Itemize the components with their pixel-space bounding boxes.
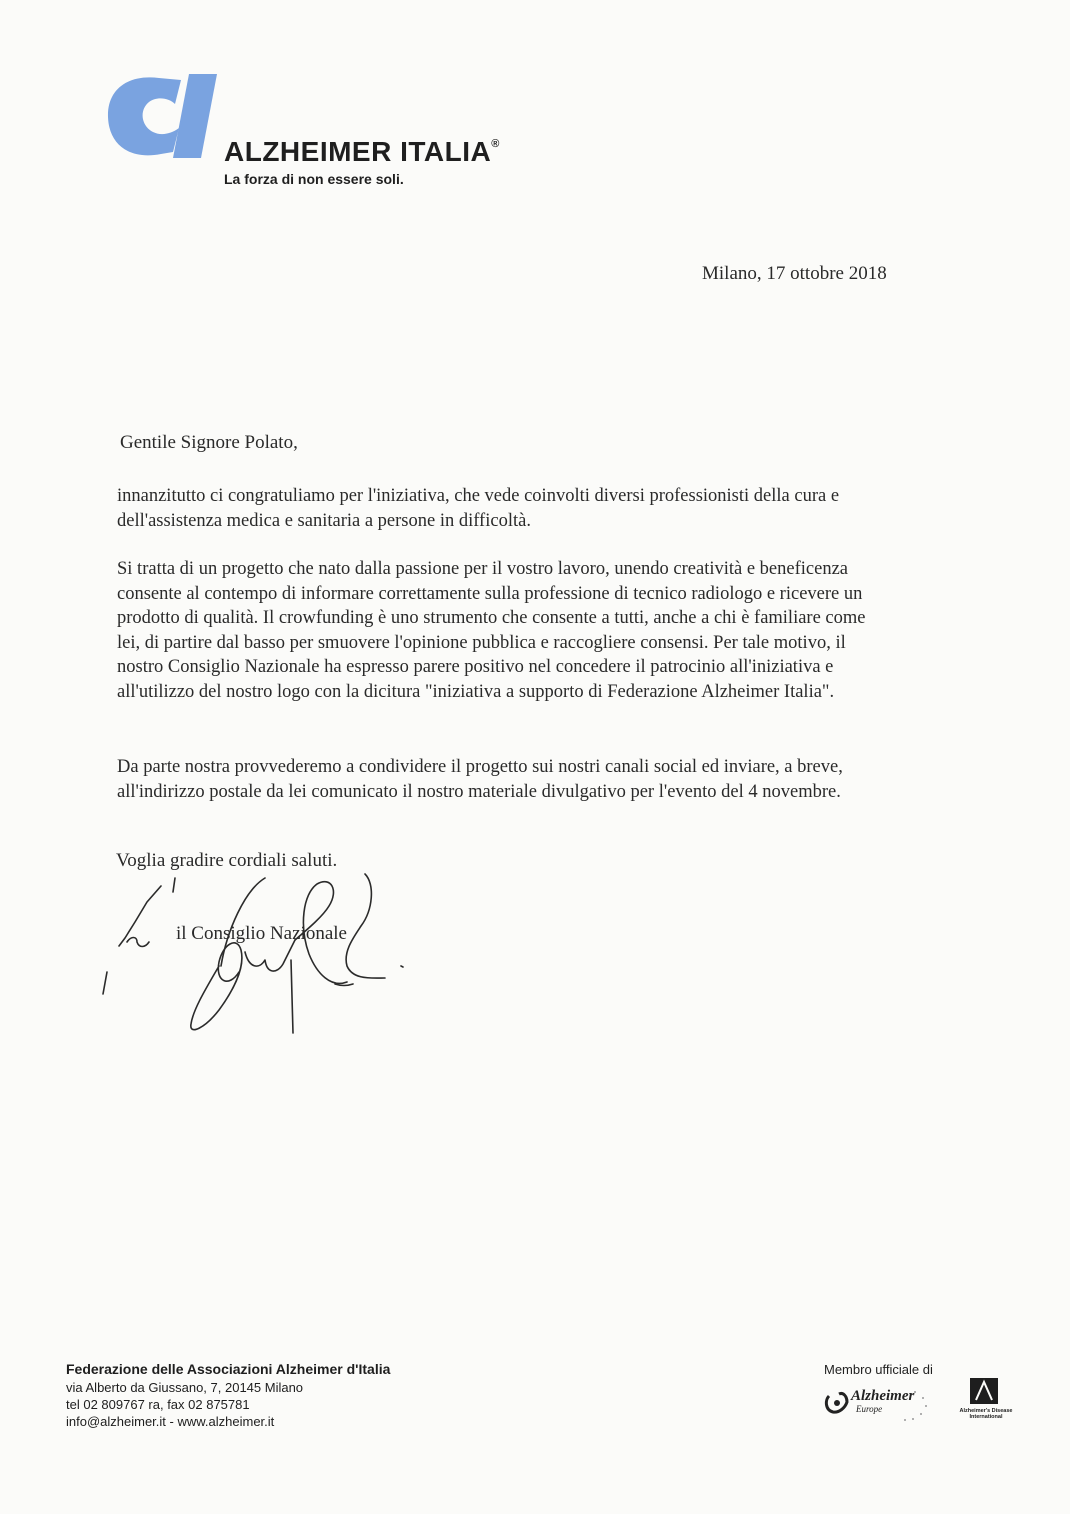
closing: Voglia gradire cordiali saluti. (116, 850, 338, 871)
alzheimer-europe-name: Alzheimer (851, 1388, 915, 1404)
salutation: Gentile Signore Polato, (120, 432, 298, 453)
adi-logo-icon (968, 1376, 1000, 1406)
paragraph-social: Da parte nostra provvederemo a condividere il progetto sui nostri canali social ed inviare, a breve, all'indirizzo postale da lei comunicato il nostro materiale divulgativo per l'evento del 4 novembre. (117, 757, 843, 802)
footer-organization: Federazione delle Associazioni Alzheimer d'Italia (66, 1361, 391, 1377)
footer-web-email: info@alzheimer.it - www.alzheimer.it (66, 1414, 275, 1429)
footer-address: via Alberto da Giussano, 7, 20145 Milano (66, 1380, 304, 1395)
signatory: il Consiglio Nazionale (176, 923, 347, 944)
letter-date: Milano, 17 ottobre 2018 (702, 263, 887, 284)
brand-name: ALZHEIMER ITALIA® (224, 136, 500, 167)
brand-tagline: La forza di non essere soli. (224, 171, 404, 187)
paragraph-project: Si tratta di un progetto che nato dalla passione per il vostro lavoro, unendo creatività e beneficenza consente al contempo di informare correttamente sulla professione di tecnico radiologo e ricevere un prodotto di qualità. Il crowfunding è uno strumento che consente a tutti, anche a chi è familiare come lei, di partire dal basso per smuovere l'opinione pubblica e raccogliere consensi. Per tale motivo, il nostro Consiglio Nazionale ha espresso parere positivo nel concedere il patrocinio all'iniziativa e all'utilizzo del nostro logo con la dicitura "iniziativa a supporto di Federazione Alzheimer Italia". (117, 559, 866, 702)
alzheimer-europe-sub: Europe (856, 1404, 883, 1414)
handwritten-signature (95, 870, 415, 1045)
paragraph-congratulations: innanzitutto ci congratuliamo per l'iniziativa, che vede coinvolti diversi professionisti della cura e dell'assistenza medica e sanitaria a persone in difficoltà. (117, 486, 840, 531)
alzheimer-italia-logo-icon (105, 72, 223, 164)
footer-contacts (66, 1361, 390, 1430)
adi-name: Alzheimer's Disease International (959, 1408, 1013, 1420)
footer-phone-fax: tel 02 809767 ra, fax 02 875781 (66, 1397, 250, 1412)
member-label: Membro ufficiale di (824, 1362, 933, 1377)
